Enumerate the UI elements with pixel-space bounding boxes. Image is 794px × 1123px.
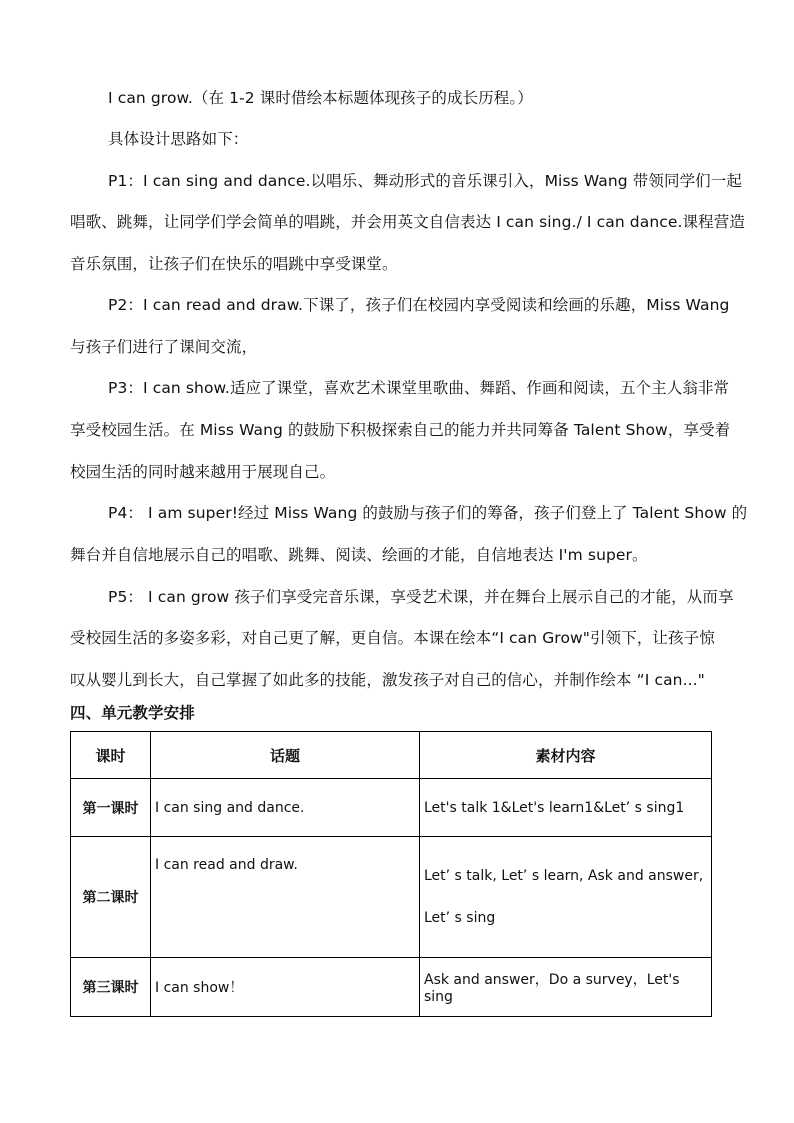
material-cell: Let's talk 1&Let's learn1&Let’ s sing1 [420, 779, 712, 837]
p5-line-1: P5： I can grow 孩子们享受完音乐课，享受艺术课，并在舞台上展示自己的才能，从而享 [108, 588, 734, 606]
teaching-plan-table [70, 731, 712, 1017]
p2-line-1: P2：I can read and draw.下课了，孩子们在校园内享受阅读和绘画的乐趣，Miss Wang [108, 296, 730, 314]
material-line: Let’ s sing [424, 910, 496, 926]
header-period: 课时 [71, 732, 151, 779]
p1-line-1: P1：I can sing and dance.以唱乐、舞动形式的音乐课引入，Miss Wang 带领同学们一起 [108, 172, 742, 190]
period-cell: 第一课时 [71, 779, 151, 837]
table-row [71, 958, 712, 1017]
p4-line-1: P4： I am super!经过 Miss Wang 的鼓励与孩子们的筹备，孩子们登上了 Talent Show 的 [108, 504, 748, 522]
table-header-row [71, 732, 712, 779]
table-row [71, 779, 712, 837]
topic-cell: I can show！ [151, 958, 420, 1017]
p4-line-2: 舞台并自信地展示自己的唱歌、跳舞、阅读、绘画的才能，自信地表达 I'm super。 [70, 546, 648, 564]
p1-line-3: 音乐氛围，让孩子们在快乐的唱跳中享受课堂。 [70, 255, 398, 273]
topic-cell: I can read and draw. [151, 837, 420, 958]
p2-line-2: 与孩子们进行了课间交流， [70, 338, 258, 356]
topic-cell: I can sing and dance. [151, 779, 420, 837]
design-intro-line: 具体设计思路如下： [108, 130, 249, 148]
table-row [71, 837, 712, 958]
p3-line-2: 享受校园生活。在 Miss Wang 的鼓励下积极探索自己的能力并共同筹备 Talent Show，享受着 [70, 421, 731, 439]
material-line: Let’ s talk, Let’ s learn, Ask and answer, [424, 868, 704, 884]
intro-line: I can grow.（在 1-2 课时借绘本标题体现孩子的成长历程。） [108, 89, 533, 107]
period-cell: 第二课时 [71, 837, 151, 958]
period-cell: 第三课时 [71, 958, 151, 1017]
material-cell: Ask and answer，Do a survey，Let's sing [420, 958, 712, 1017]
p3-line-1: P3：I can show.适应了课堂，喜欢艺术课堂里歌曲、舞蹈、作画和阅读，五个主人翁非常 [108, 379, 730, 397]
header-material: 素材内容 [420, 732, 712, 779]
p5-line-3: 叹从婴儿到长大，自己掌握了如此多的技能，激发孩子对自己的信心，并制作绘本 “I can..." [70, 671, 705, 689]
p1-line-2: 唱歌、跳舞，让同学们学会简单的唱跳，并会用英文自信表达 I can sing./ I can dance.课程营造 [70, 213, 745, 231]
section-heading: 四、单元教学安排 [70, 704, 195, 722]
material-cell [420, 837, 712, 958]
p5-line-2: 受校园生活的多姿多彩，对自己更了解，更自信。本课在绘本“I can Grow"引领下，让孩子惊 [70, 629, 715, 647]
p3-line-3: 校园生活的同时越来越用于展现自己。 [70, 463, 336, 481]
header-topic: 话题 [151, 732, 420, 779]
